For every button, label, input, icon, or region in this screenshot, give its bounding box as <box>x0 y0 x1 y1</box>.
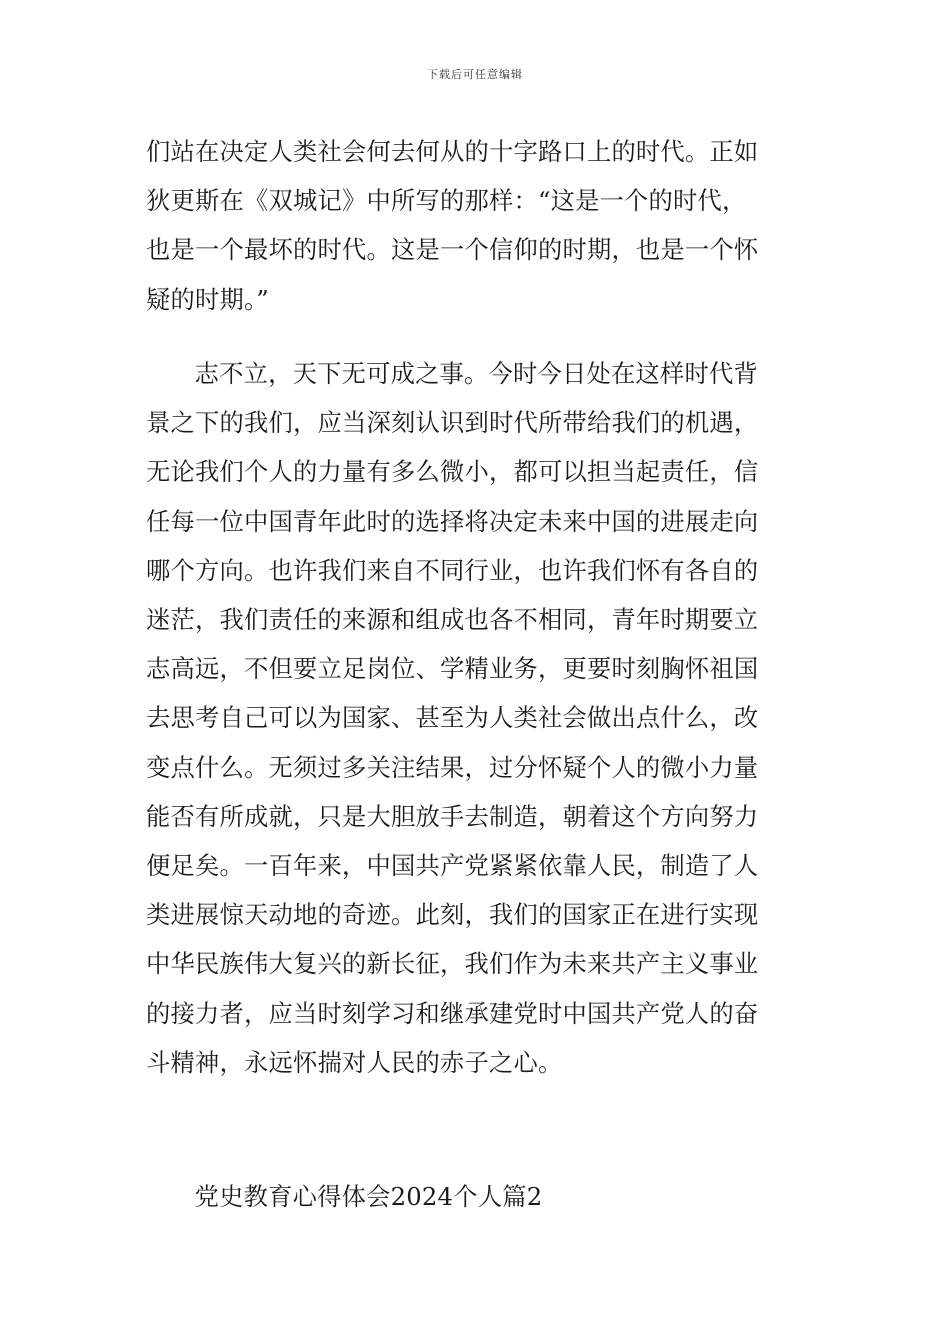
text-line: 志不立，天下无可成之事。今时今日处在这样时代背 <box>194 359 759 388</box>
section-heading <box>146 1172 806 1221</box>
text-line: 的接力者，应当时刻学习和继承建党时中国共产党人的奋 <box>146 998 759 1028</box>
text-line: 能否有所成就，只是大胆放手去制造，朝着这个方向努力 <box>146 801 759 831</box>
text-line: 任每一位中国青年此时的选择将决定未来中国的进展走向 <box>146 506 759 536</box>
text-line: 变点什么。无须过多关注结果，过分怀疑个人的微小力量 <box>146 752 759 782</box>
text-line: 也是一个最坏的时代。这是一个信仰的时期，也是一个怀 <box>146 235 759 265</box>
text-line: 哪个方向。也许我们来自不同行业，也许我们怀有各自的 <box>146 555 759 585</box>
text-line: 迷茫，我们责任的来源和组成也各不相同，青年时期要立 <box>146 605 759 635</box>
text-line: 去思考自己可以为国家、甚至为人类社会做出点什么，改 <box>146 703 759 733</box>
text-line: 便足矣。一百年来，中国共产党紧紧依靠人民，制造了人 <box>146 851 759 881</box>
text-line: 类进展惊天动地的奇迹。此刻，我们的国家正在进行实现 <box>146 900 759 930</box>
text-line: 疑的时期。” <box>146 284 269 314</box>
text-line: 无论我们个人的力量有多么微小，都可以担当起责任，信 <box>146 457 759 487</box>
text-line: 们站在决定人类社会何去何从的十字路口上的时代。正如 <box>146 137 759 166</box>
text-line: 狄更斯在《双城记》中所写的那样：“这是一个的时代， <box>146 186 747 216</box>
paragraph-body <box>146 349 806 1087</box>
paragraph-continued <box>146 127 806 324</box>
text-line: 景之下的我们，应当深刻认识到时代所带给我们的机遇， <box>146 408 759 438</box>
text-line: 斗精神，永远怀揣对人民的赤子之心。 <box>146 1047 563 1077</box>
text-line: 志高远，不但要立足岗位、学精业务，更要时刻胸怀祖国 <box>146 654 759 684</box>
text-line: 中华民族伟大复兴的新长征，我们作为未来共产主义事业 <box>146 949 759 979</box>
page-header: 下载后可任意编辑 <box>427 68 523 81</box>
section-heading-text: 党史教育心得体会2024个人篇2 <box>194 1182 543 1211</box>
